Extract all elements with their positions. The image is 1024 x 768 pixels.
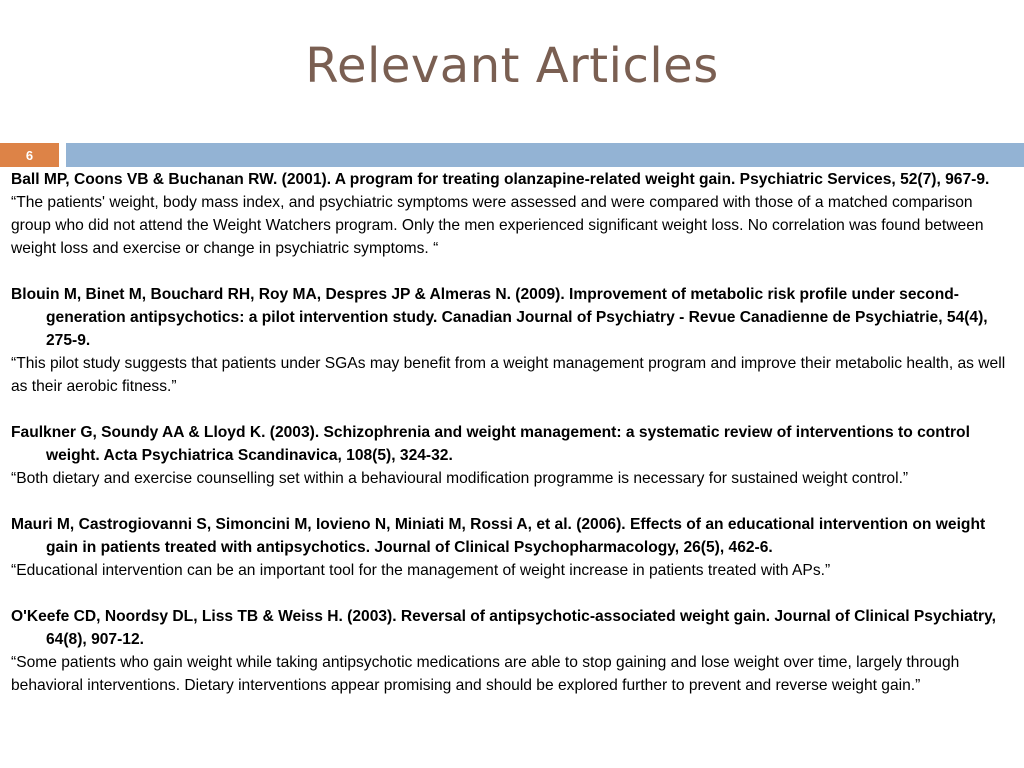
- article-quote: “Educational intervention can be an important tool for the management of weight increase in patients treated with APs.”: [11, 562, 831, 579]
- article-quote: “This pilot study suggests that patients under SGAs may benefit from a weight management program and improve their metabolic health, as well as their aerobic fitness.”: [11, 355, 1006, 395]
- article-citation: O'Keefe CD, Noordsy DL, Liss TB & Weiss H. (2003). Reversal of antipsychotic-associated weight gain. Journal of Clinical Psychiatry, 64(8), 907-12.: [11, 608, 996, 648]
- article-item: [11, 168, 1016, 260]
- slide-number: 6: [25, 147, 34, 163]
- article-citation: Blouin M, Binet M, Bouchard RH, Roy MA, Despres JP & Almeras N. (2009). Improvement of metabolic risk profile under second-generation antipsychotics: a pilot intervention study. Canadian Journal of Psychiatry - Revue Canadienne de Psychiatrie, 54(4), 275-9.: [11, 286, 988, 349]
- slide-title: Relevant Articles: [305, 38, 719, 94]
- article-item: [11, 605, 1016, 697]
- article-item: [11, 283, 1016, 398]
- spacer: [11, 398, 1016, 421]
- article-citation: Faulkner G, Soundy AA & Lloyd K. (2003). Schizophrenia and weight management: a systematic review of interventions to control weight. Acta Psychiatrica Scandinavica, 108(5), 324-32.: [11, 424, 970, 464]
- header-divider-bar: [66, 143, 1024, 167]
- spacer: [11, 582, 1016, 605]
- article-item: [11, 513, 1016, 582]
- article-item: [11, 421, 1016, 490]
- spacer: [11, 490, 1016, 513]
- article-quote: “Both dietary and exercise counselling set within a behavioural modification programme is necessary for sustained weight control.”: [11, 470, 909, 487]
- slide-number-badge: [0, 143, 59, 167]
- article-citation: Mauri M, Castrogiovanni S, Simoncini M, Iovieno N, Miniati M, Rossi A, et al. (2006). Effects of an educational intervention on weight gain in patients treated with antipsychotics. Journal of Clinical Psychopharmacology, 26(5), 462-6.: [11, 516, 986, 556]
- article-quote: “The patients' weight, body mass index, and psychiatric symptoms were assessed and were compared with those of a matched comparison group who did not attend the Weight Watchers program. Only the men experienced significant weight loss. No correlation was found between weight loss and exercise or change in psychiatric symptoms. “: [11, 194, 984, 257]
- article-quote: “Some patients who gain weight while taking antipsychotic medications are able to stop gaining and lose weight over time, largely through behavioral interventions. Dietary interventions appear promising and should be explored further to prevent and reverse weight gain.”: [11, 654, 960, 694]
- article-list: [11, 168, 1016, 697]
- article-citation: Ball MP, Coons VB & Buchanan RW. (2001). A program for treating olanzapine-related weight gain. Psychiatric Services, 52(7), 967-9.: [11, 171, 990, 188]
- spacer: [11, 260, 1016, 283]
